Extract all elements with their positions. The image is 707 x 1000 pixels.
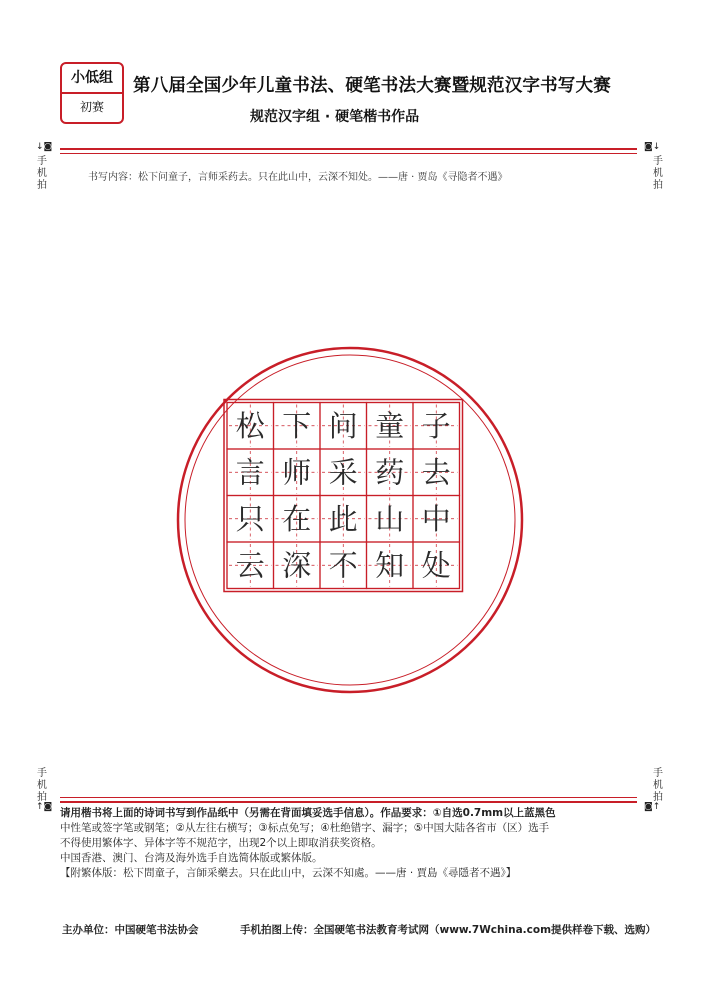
phone-shot-label-bottom-left: 手 机 拍 [37, 768, 47, 803]
handwritten-character: 去 [421, 455, 451, 490]
page-subtitle: 规范汉字组 · 硬笔楷书作品 [250, 109, 420, 125]
handwritten-character: 山 [375, 501, 405, 536]
organizer-line: 主办单位：中国硬笔书法协会 [62, 924, 199, 936]
competition-level-badge [60, 62, 124, 124]
handwritten-character: 采 [328, 455, 358, 490]
handwritten-character: 问 [328, 408, 358, 443]
top-divider [60, 148, 637, 150]
phone-shot-label-top-left: 手 机 拍 [37, 156, 47, 191]
handwritten-character: 深 [282, 548, 312, 583]
handwritten-character: 只 [235, 501, 265, 536]
top-divider-thin [60, 153, 637, 154]
handwritten-character: 子 [421, 408, 451, 443]
handwritten-character: 中 [421, 501, 451, 536]
bottom-divider [60, 801, 637, 803]
handwritten-character: 在 [282, 501, 312, 536]
instruction-line: 中性笔或签字笔或钢笔；②从左往右横写；③标点免写；④杜绝错字、漏字；⑤中国大陆各省市（区）选手 [60, 822, 550, 834]
phone-shot-label-bottom-right: 手 机 拍 [653, 768, 663, 803]
handwritten-character: 云 [235, 548, 265, 583]
upload-line: 手机拍图上传：全国硬笔书法教育考试网（www.7Wchina.com提供样卷下载、选购） [240, 924, 657, 936]
handwritten-character: 药 [375, 455, 405, 490]
camera-marker-bottom-right: ◙↑ [644, 802, 661, 812]
instruction-line: 请用楷书将上面的诗词书写到作品纸中（另需在背面填妥选手信息）。作品要求：①自选0.7mm以上蓝黑色 [60, 807, 556, 819]
traditional-version-line: 【附繁体版：松下問童子，言師采藥去。只在此山中，云深不知處。——唐 · 賈島《尋隱者不遇》】 [60, 867, 517, 879]
writing-circle-grid [175, 345, 525, 695]
handwritten-character: 知 [375, 548, 405, 583]
handwritten-character: 言 [235, 455, 265, 490]
camera-marker-top-right: ◙↓ [644, 142, 661, 152]
handwritten-character: 不 [328, 548, 358, 583]
handwritten-character: 下 [282, 408, 312, 443]
handwritten-character: 此 [328, 501, 358, 536]
bottom-divider-thin [60, 797, 637, 798]
camera-marker-bottom-left: ↑◙ [36, 802, 53, 812]
writing-content-line: 书写内容：松下问童子，言师采药去。只在此山中，云深不知处。——唐 · 贾岛《寻隐者不遇》 [88, 172, 508, 183]
handwritten-character: 师 [282, 455, 312, 490]
round-label: 初赛 [79, 100, 104, 114]
phone-shot-label-top-right: 手 机 拍 [653, 156, 663, 191]
page-title: 第八届全国少年儿童书法、硬笔书法大赛暨规范汉字书写大赛 [133, 76, 611, 96]
instruction-line: 中国香港、澳门、台湾及海外选手自选简体版或繁体版。 [60, 852, 323, 864]
camera-marker-top-left: ↓◙ [36, 142, 53, 152]
group-label: 小低组 [62, 64, 122, 94]
handwritten-character: 处 [421, 548, 451, 583]
handwritten-character: 松 [235, 408, 265, 443]
handwritten-character: 童 [375, 408, 405, 443]
instructions-block [60, 806, 660, 881]
instruction-line: 不得使用繁体字、异体字等不规范字，出现2个以上即取消获奖资格。 [60, 837, 382, 849]
